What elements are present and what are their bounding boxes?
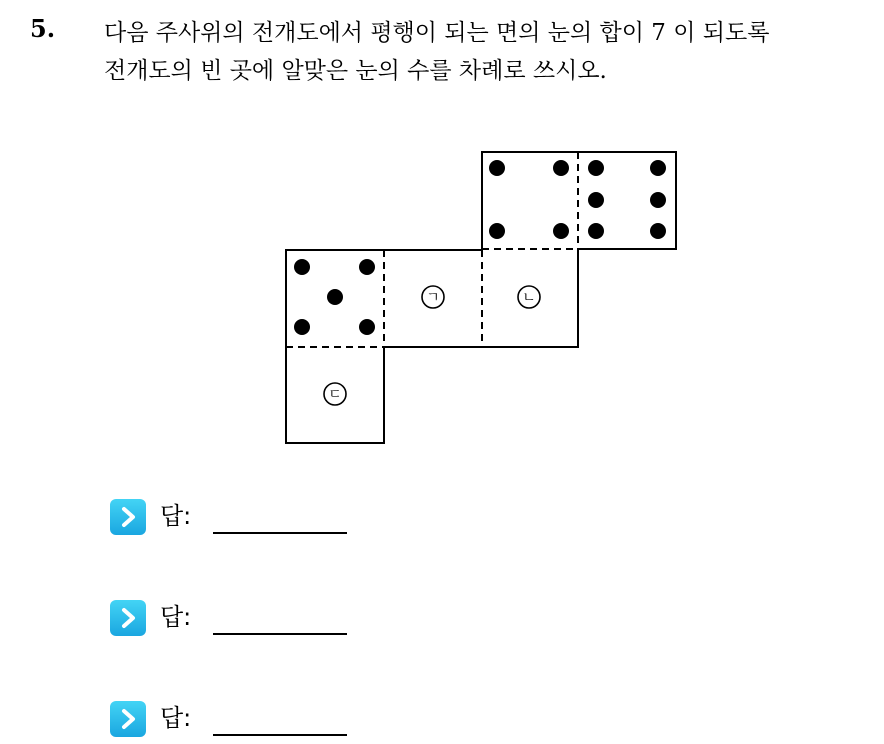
pip: [588, 160, 604, 176]
pip: [359, 319, 375, 335]
marker-label: ㄱ: [426, 290, 440, 306]
answer-row-3: [110, 698, 410, 738]
pip: [650, 160, 666, 176]
pip: [294, 319, 310, 335]
face-four: [489, 160, 569, 239]
pip: [553, 223, 569, 239]
answer-label: 답:: [160, 502, 192, 530]
face-digeut: [324, 383, 346, 405]
pip: [359, 259, 375, 275]
chevron-right-icon: [110, 701, 146, 737]
chevron-right-icon: [110, 600, 146, 636]
answer-input-line[interactable]: [213, 734, 347, 736]
answer-input-line[interactable]: [213, 532, 347, 534]
answer-row-2: [110, 597, 410, 637]
face-six: [588, 160, 666, 239]
answer-row-1: [110, 496, 410, 536]
pip: [650, 223, 666, 239]
marker-label: ㄷ: [328, 387, 342, 403]
pip: [588, 223, 604, 239]
face-five: [294, 259, 375, 335]
pip: [489, 223, 505, 239]
pip: [588, 192, 604, 208]
pip: [650, 192, 666, 208]
pip: [489, 160, 505, 176]
chevron-right-icon: [110, 499, 146, 535]
face-nieun: [518, 286, 540, 308]
pip: [553, 160, 569, 176]
question-line-1: 다음 주사위의 전개도에서 평행이 되는 면의 눈의 합이 7 이 되도록: [104, 20, 770, 46]
pip: [294, 259, 310, 275]
pip: [327, 289, 343, 305]
question-line-2: 전개도의 빈 곳에 알맞은 눈의 수를 차례로 쓰시오.: [104, 58, 607, 84]
answer-label: 답:: [160, 603, 192, 631]
answer-input-line[interactable]: [213, 633, 347, 635]
face-giyeok: [422, 286, 444, 308]
marker-label: ㄴ: [522, 290, 536, 306]
answer-label: 답:: [160, 704, 192, 732]
question-number: 5.: [30, 14, 56, 43]
